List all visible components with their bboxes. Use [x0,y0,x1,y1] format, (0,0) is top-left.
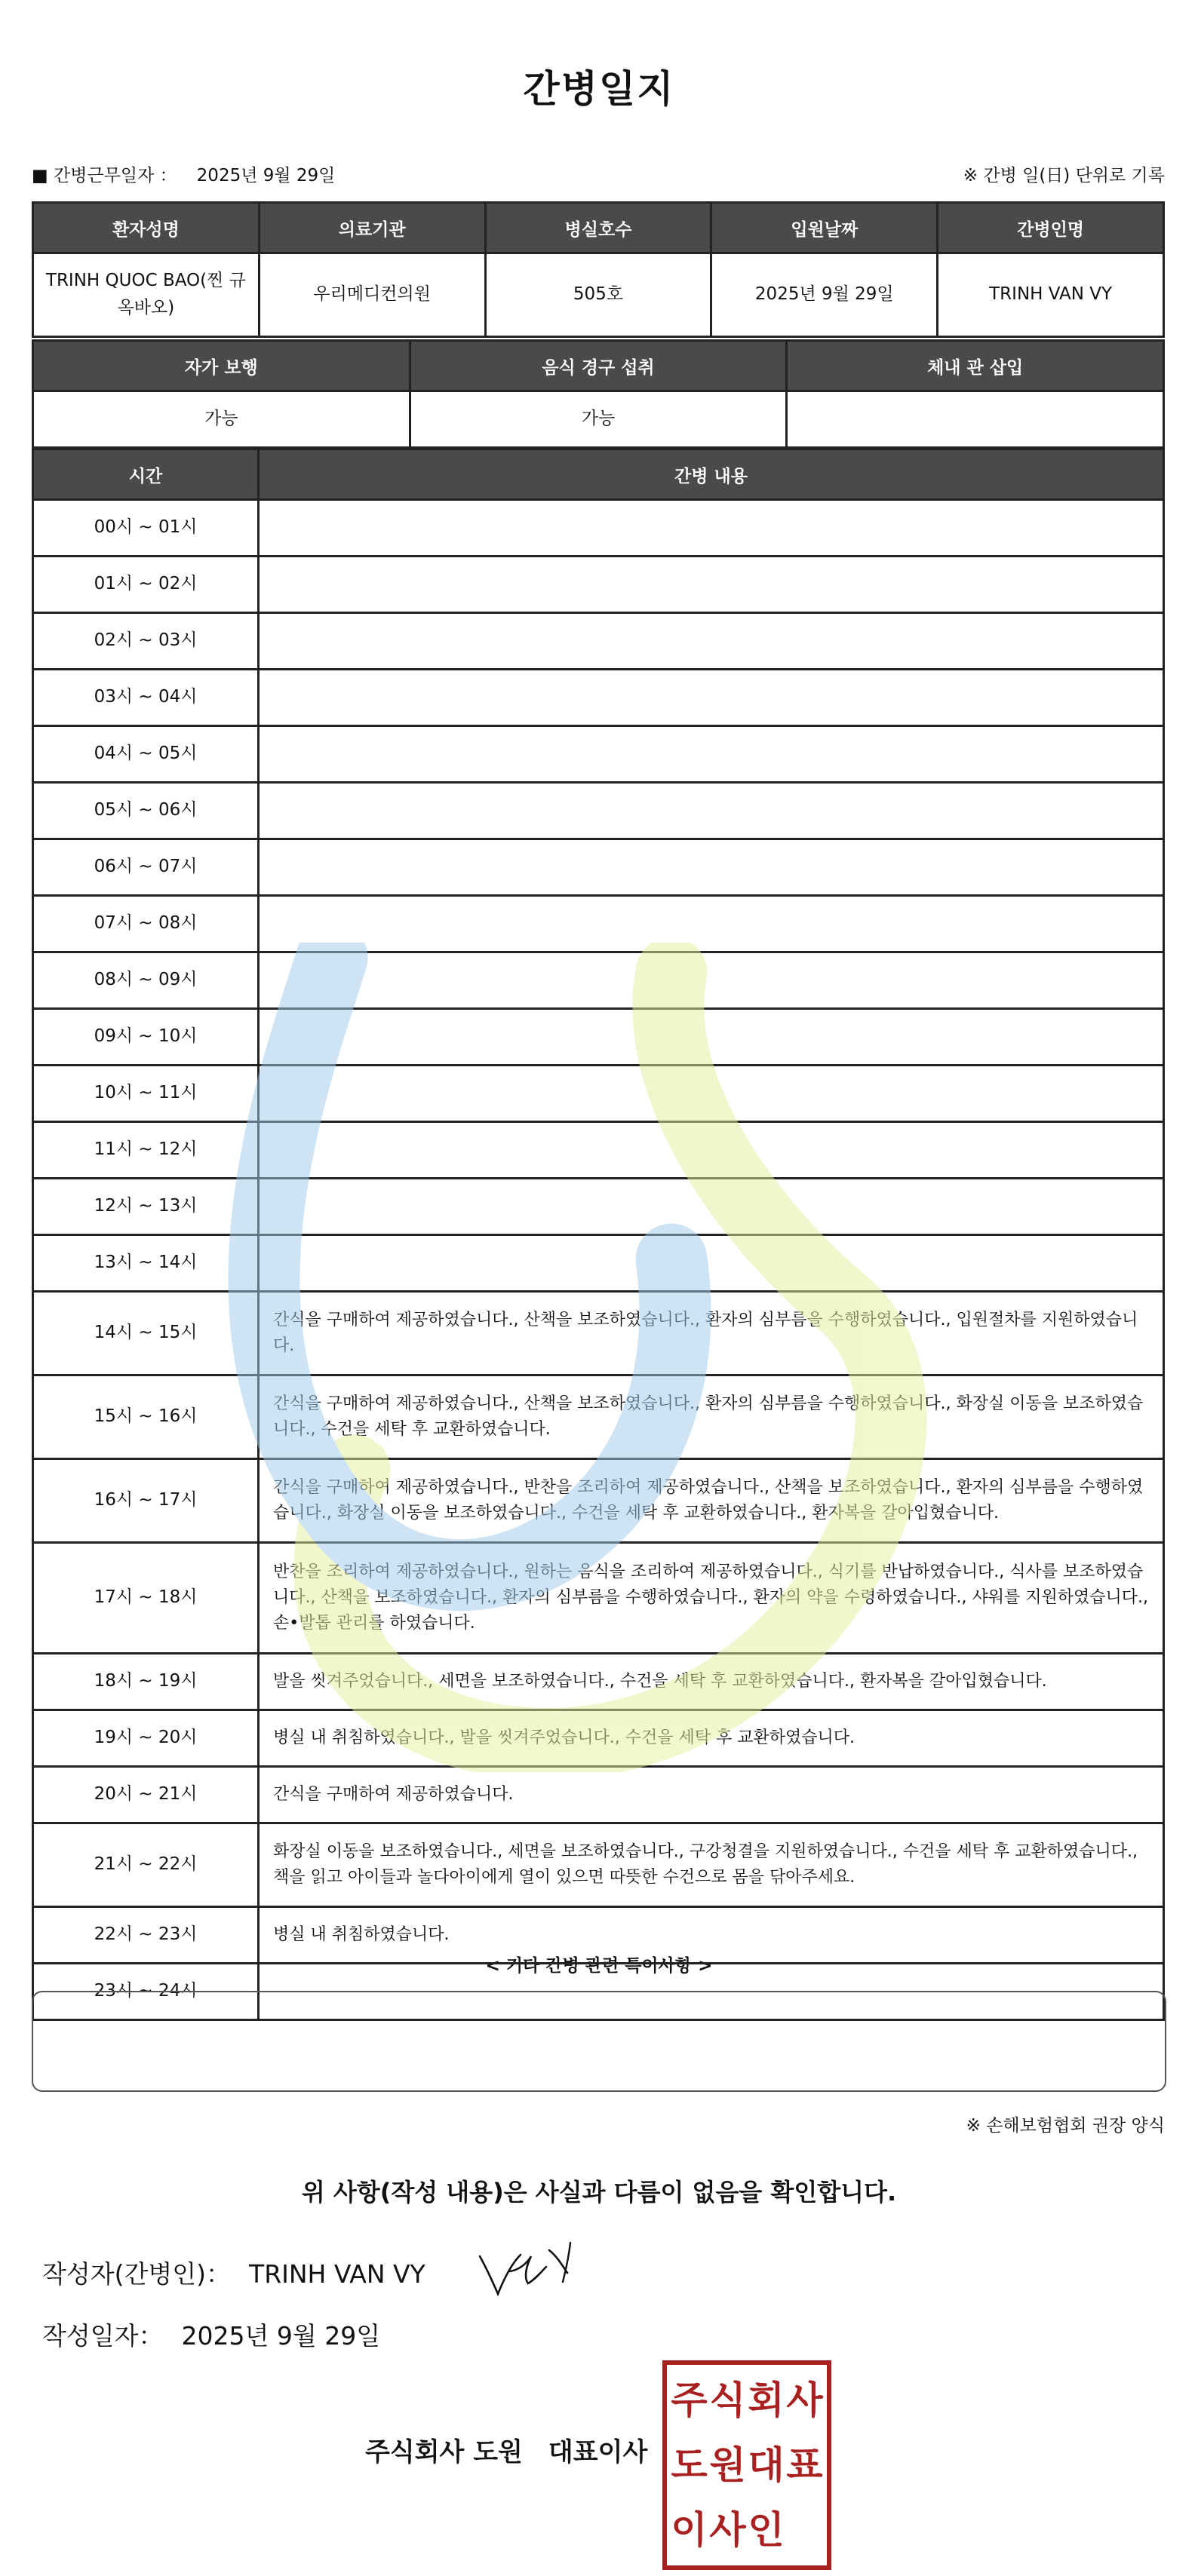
caregiver-name-value: TRINH VAN VY [938,253,1164,337]
written-date-line [42,2317,380,2352]
patient-status-table [32,339,1165,449]
self-walking-value: 가능 [33,391,410,448]
log-content-cell: 간식을 구매하여 제공하였습니다., 반찬을 조리하여 제공하였습니다., 산책을 보조하였습니다., 환자의 심부름을 수행하였습니다., 화장실 이동을 보조하였습니다., 수건을 세탁 후 교환하였습니다., 환자복을 갈아입혔습니다. [259,1459,1164,1543]
log-row [33,1767,1164,1823]
log-row [33,1710,1164,1767]
header-time: 시간 [33,449,259,500]
patient-info-table [32,201,1165,338]
log-content-cell: 병실 내 취침하였습니다., 발을 씻겨주었습니다., 수건을 세탁 후 교환하였습니다. [259,1710,1164,1767]
header-hospital: 의료기관 [259,203,485,253]
seal-character: 표 [786,2443,823,2487]
log-time-cell: 19시 ~ 20시 [33,1710,259,1767]
log-time-cell: 06시 ~ 07시 [33,839,259,896]
header-oral-intake: 음식 경구 섭취 [410,341,787,391]
seal-character: 인 [748,2508,785,2552]
admission-date-value: 2025년 9월 29일 [711,253,938,337]
company-name: 주식회사 도원 [365,2437,523,2467]
log-row [33,1122,1164,1179]
log-content-cell [259,952,1164,1009]
log-content-cell [259,839,1164,896]
header-tube-insertion: 체내 관 삽입 [787,341,1164,391]
log-content-cell [259,613,1164,670]
log-row [33,1179,1164,1235]
handwritten-signature [474,2234,579,2302]
document-title: 간병일지 [523,67,675,111]
log-content-cell [259,1179,1164,1235]
log-time-cell: 03시 ~ 04시 [33,670,259,726]
header-admission-date: 입원날짜 [711,203,938,253]
unit-note: ※ 간병 일(日) 단위로 기록 [963,166,1165,186]
log-row [33,1375,1164,1459]
log-content-cell [259,1009,1164,1066]
log-row [33,896,1164,952]
log-time-cell: 21시 ~ 22시 [33,1823,259,1907]
work-date-line [32,161,335,186]
log-time-cell: 14시 ~ 15시 [33,1292,259,1375]
log-row [33,1066,1164,1122]
seal-character: 회 [748,2378,785,2422]
hourly-care-log-table [32,448,1165,2021]
log-time-cell: 02시 ~ 03시 [33,613,259,670]
seal-character: 대 [748,2443,785,2487]
log-time-cell: 09시 ~ 10시 [33,1009,259,1066]
log-rows [33,500,1164,2020]
log-header-row [33,449,1164,500]
log-row [33,557,1164,613]
seal-character: 이 [671,2508,708,2552]
patient-name-value: TRINH QUOC BAO(찐 규옥바오) [33,253,260,337]
log-content-cell [259,1066,1164,1122]
log-row [33,952,1164,1009]
log-time-cell: 01시 ~ 02시 [33,557,259,613]
log-content-cell: 간식을 구매하여 제공하였습니다., 산책을 보조하였습니다., 환자의 심부름을 수행하였습니다., 입원절차를 지원하였습니다. [259,1292,1164,1375]
hospital-value: 우리메디컨의원 [259,253,485,337]
company-representative-title: 대표이사 [548,2437,648,2467]
writer-name: TRINH VAN VY [249,2259,425,2289]
log-row [33,839,1164,896]
log-content-cell [259,783,1164,839]
log-row [33,1292,1164,1375]
header-caregiver-name: 간병인명 [938,203,1164,253]
log-time-cell: 17시 ~ 18시 [33,1543,259,1654]
company-seal-stamp [662,2360,831,2570]
confirmation-statement: 위 사항(작성 내용)은 사실과 다름이 없음을 확인합니다. [301,2178,897,2206]
header-self-walking: 자가 보행 [33,341,410,391]
form-source-note: ※ 손해보험협회 권장 양식 [966,2116,1165,2136]
log-time-cell: 23시 ~ 24시 [33,1964,259,2020]
status-header-row [33,341,1164,391]
log-content-cell [259,726,1164,783]
log-time-cell: 11시 ~ 12시 [33,1122,259,1179]
log-time-cell: 15시 ~ 16시 [33,1375,259,1459]
log-row [33,670,1164,726]
log-row [33,1459,1164,1543]
log-time-cell: 12시 ~ 13시 [33,1179,259,1235]
log-content-cell [259,896,1164,952]
header-patient-name: 환자성명 [33,203,260,253]
log-time-cell: 07시 ~ 08시 [33,896,259,952]
log-content-cell [259,557,1164,613]
patient-value-row [33,253,1164,337]
log-row [33,1235,1164,1292]
log-row [33,1009,1164,1066]
log-time-cell: 20시 ~ 21시 [33,1767,259,1823]
log-time-cell: 16시 ~ 17시 [33,1459,259,1543]
log-content-cell: 발을 씻겨주었습니다., 세면을 보조하였습니다., 수건을 세탁 후 교환하였습니다., 환자복을 갈아입혔습니다. [259,1654,1164,1710]
log-content-cell [259,1122,1164,1179]
log-content-cell: 간식을 구매하여 제공하였습니다. [259,1767,1164,1823]
seal-character: 사 [709,2508,746,2552]
work-date-label: ■ 간병근무일자 ： [32,166,177,186]
header-care-content: 간병 내용 [259,449,1164,500]
log-time-cell: 08시 ~ 09시 [33,952,259,1009]
seal-character: 도 [671,2443,708,2487]
log-row [33,1907,1164,1964]
log-time-cell: 13시 ~ 14시 [33,1235,259,1292]
log-content-cell [259,1235,1164,1292]
log-row [33,1654,1164,1710]
status-value-row [33,391,1164,448]
patient-header-row [33,203,1164,253]
writer-line [42,2255,425,2290]
company-line [365,2431,647,2468]
log-row [33,1823,1164,1907]
special-notes-box [32,1991,1166,2092]
log-content-cell: 화장실 이동을 보조하였습니다., 세면을 보조하였습니다., 구강청결을 지원하였습니다., 수건을 세탁 후 교환하였습니다., 책을 읽고 아이들과 놀다아이에게 열이 있으면 따뜻한 수건으로 몸을 닦아주세요. [259,1823,1164,1907]
work-date-value: 2025년 9월 29일 [196,166,336,186]
log-content-cell [259,670,1164,726]
header-room: 병실호수 [485,203,711,253]
log-row [33,726,1164,783]
seal-character: 원 [709,2443,746,2487]
written-date-label: 작성일자： [42,2321,164,2351]
writer-label: 작성자(간병인)： [42,2259,232,2289]
log-row [33,1543,1164,1654]
log-time-cell: 22시 ~ 23시 [33,1907,259,1964]
oral-intake-value: 가능 [410,391,787,448]
seal-character: 사 [786,2378,823,2422]
log-time-cell: 10시 ~ 11시 [33,1066,259,1122]
log-row [33,500,1164,557]
tube-insertion-value [787,391,1164,448]
notes-title: < 기타 간병 관련 특이사항 > [485,1956,713,1976]
seal-character: 주 [671,2378,708,2422]
log-time-cell: 00시 ~ 01시 [33,500,259,557]
log-content-cell [259,500,1164,557]
log-content-cell: 병실 내 취침하였습니다. [259,1907,1164,1964]
log-content-cell: 반찬을 조리하여 제공하였습니다., 원하는 음식을 조리하여 제공하였습니다., 식기를 반납하였습니다., 식사를 보조하였습니다., 산책을 보조하였습니다., 환자의 심부름을 수행하였습니다., 환자의 약을 수령하였습니다., 샤워를 지원하였습니다., 손•발톱 관리를 하였습니다. [259,1543,1164,1654]
log-content-cell: 간식을 구매하여 제공하였습니다., 산책을 보조하였습니다., 환자의 심부름을 수행하였습니다., 화장실 이동을 보조하였습니다., 수건을 세탁 후 교환하였습니다. [259,1375,1164,1459]
room-value: 505호 [485,253,711,337]
seal-character: 식 [709,2378,746,2422]
log-time-cell: 05시 ~ 06시 [33,783,259,839]
log-row [33,783,1164,839]
log-row [33,613,1164,670]
written-date-value: 2025년 9월 29일 [181,2321,381,2351]
log-time-cell: 04시 ~ 05시 [33,726,259,783]
log-time-cell: 18시 ~ 19시 [33,1654,259,1710]
